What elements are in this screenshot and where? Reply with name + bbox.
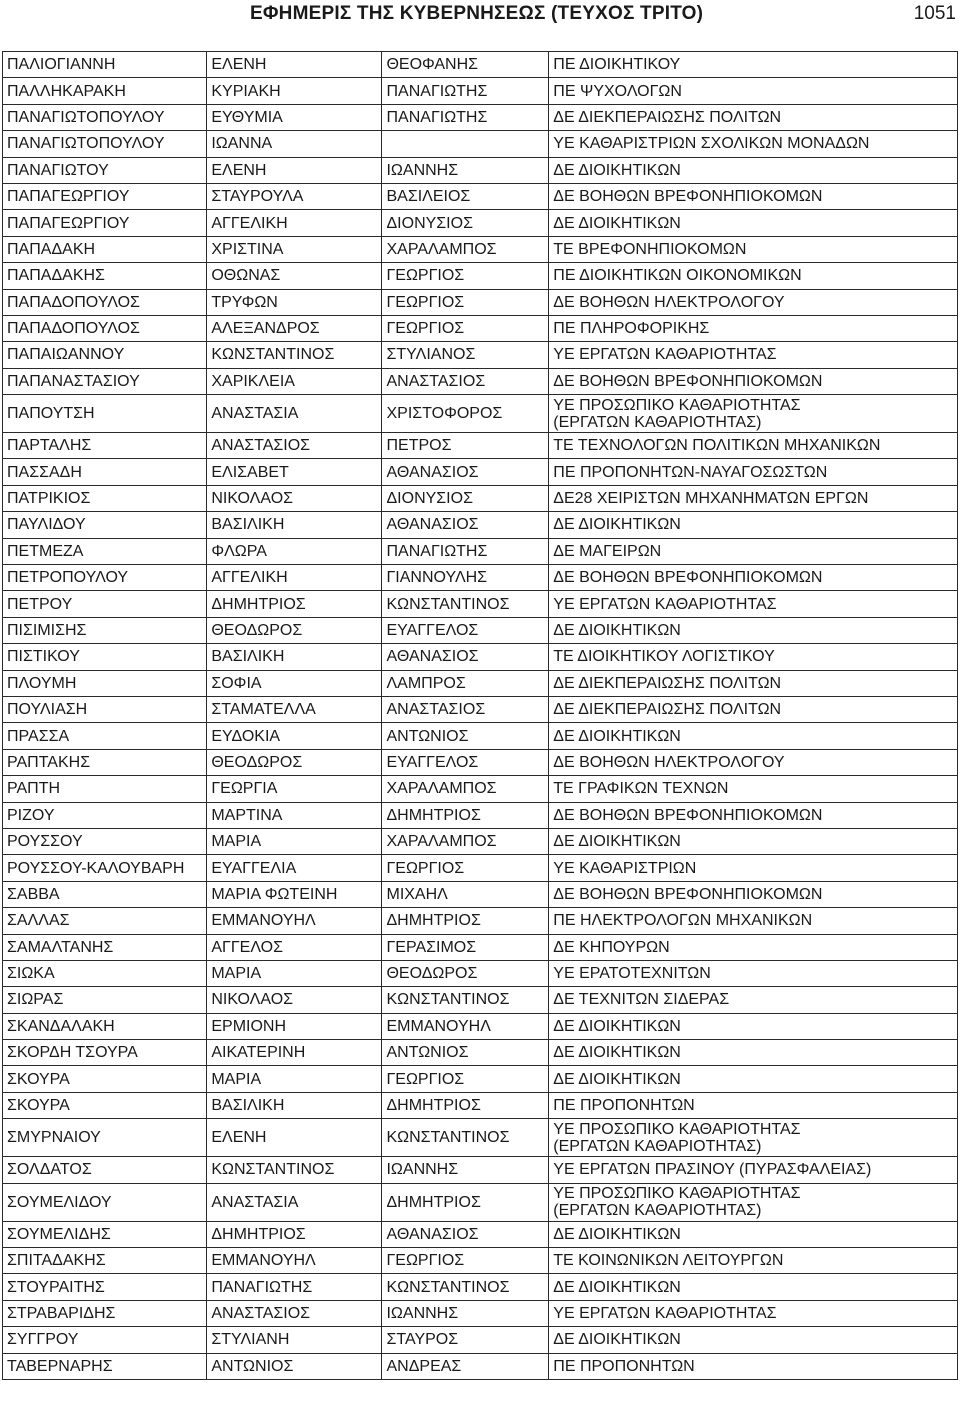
first-name-cell: ΕΛΕΝΗ: [207, 157, 382, 183]
specialty-cell: ΔΕ ΔΙΟΙΚΗΤΙΚΩΝ: [549, 1274, 958, 1300]
specialty-cell: ΥΕ ΕΡΓΑΤΩΝ ΚΑΘΑΡΙΟΤΗΤΑΣ: [549, 591, 958, 617]
father-name-cell: ΚΩΝΣΤΑΝΤΙΝΟΣ: [382, 1274, 549, 1300]
surname-cell: ΠΑΠΑΔΑΚΗ: [3, 236, 207, 262]
father-name-cell: ΛΑΜΠΡΟΣ: [382, 670, 549, 696]
first-name-cell: ΑΝΑΣΤΑΣΙΑ: [207, 1183, 382, 1221]
father-name-cell: ΓΕΩΡΓΙΟΣ: [382, 1066, 549, 1092]
surname-cell: ΠΡΑΣΣΑ: [3, 723, 207, 749]
specialty-cell: ΥΕ ΕΡΓΑΤΩΝ ΚΑΘΑΡΙΟΤΗΤΑΣ: [549, 342, 958, 368]
table-row: [3, 459, 958, 485]
specialty-cell: ΠΕ ΗΛΕΚΤΡΟΛΟΓΩΝ ΜΗΧΑΝΙΚΩΝ: [549, 908, 958, 934]
father-name-cell: ΑΝΤΩΝΙΟΣ: [382, 1040, 549, 1066]
surname-cell: ΣΚΑΝΔΑΛΑΚΗ: [3, 1013, 207, 1039]
table-row: [3, 1092, 958, 1118]
specialty-cell: ΔΕ ΔΙΟΙΚΗΤΙΚΩΝ: [549, 1013, 958, 1039]
surname-cell: ΠΕΤΜΕΖΑ: [3, 538, 207, 564]
surname-cell: ΣΙΩΚΑ: [3, 960, 207, 986]
specialty-cell: ΤΕ ΤΕΧΝΟΛΟΓΩΝ ΠΟΛΙΤΙΚΩΝ ΜΗΧΑΝΙΚΩΝ: [549, 433, 958, 459]
surname-cell: ΣΤΟΥΡΑΙΤΗΣ: [3, 1274, 207, 1300]
father-name-cell: ΧΑΡΑΛΑΜΠΟΣ: [382, 828, 549, 854]
father-name-cell: ΘΕΟΔΩΡΟΣ: [382, 960, 549, 986]
page-number: 1051: [913, 3, 956, 24]
table-row: [3, 723, 958, 749]
surname-cell: ΣΤΡΑΒΑΡΙΔΗΣ: [3, 1300, 207, 1326]
father-name-cell: ΑΘΑΝΑΣΙΟΣ: [382, 512, 549, 538]
surname-cell: ΡΟΥΣΣΟΥ: [3, 828, 207, 854]
first-name-cell: ΚΥΡΙΑΚΗ: [207, 78, 382, 104]
specialty-cell: ΔΕ ΔΙΟΙΚΗΤΙΚΩΝ: [549, 1066, 958, 1092]
first-name-cell: ΙΩΑΝΝΑ: [207, 131, 382, 157]
first-name-cell: ΓΕΩΡΓΙΑ: [207, 776, 382, 802]
father-name-cell: ΕΥΑΓΓΕΛΟΣ: [382, 749, 549, 775]
first-name-cell: ΑΝΑΣΤΑΣΙΑ: [207, 395, 382, 433]
surname-cell: ΠΕΤΡΟΥ: [3, 591, 207, 617]
surname-cell: ΡΑΠΤΑΚΗΣ: [3, 749, 207, 775]
father-name-cell: ΔΗΜΗΤΡΙΟΣ: [382, 802, 549, 828]
specialty-cell: ΤΕ ΔΙΟΙΚΗΤΙΚΟΥ ΛΟΓΙΣΤΙΚΟΥ: [549, 644, 958, 670]
surname-cell: ΣΑΜΑΛΤΑΝΗΣ: [3, 934, 207, 960]
surname-cell: ΠΑΛΛΗΚΑΡΑΚΗ: [3, 78, 207, 104]
table-row: [3, 131, 958, 157]
first-name-cell: ΠΑΝΑΓΙΩΤΗΣ: [207, 1274, 382, 1300]
specialty-cell: ΔΕ ΔΙΟΙΚΗΤΙΚΩΝ: [549, 1327, 958, 1353]
father-name-cell: ΑΝΤΩΝΙΟΣ: [382, 723, 549, 749]
table-row: [3, 1157, 958, 1183]
father-name-cell: ΠΕΤΡΟΣ: [382, 433, 549, 459]
first-name-cell: ΔΗΜΗΤΡΙΟΣ: [207, 1221, 382, 1247]
first-name-cell: ΣΤΥΛΙΑΝΗ: [207, 1327, 382, 1353]
specialty-cell: ΠΕ ΔΙΟΙΚΗΤΙΚΩΝ ΟΙΚΟΝΟΜΙΚΩΝ: [549, 263, 958, 289]
surname-cell: ΠΛΟΥΜΗ: [3, 670, 207, 696]
specialty-cell: ΥΕ ΕΡΓΑΤΩΝ ΠΡΑΣΙΝΟΥ (ΠΥΡΑΣΦΑΛΕΙΑΣ): [549, 1157, 958, 1183]
father-name-cell: ΠΑΝΑΓΙΩΤΗΣ: [382, 78, 549, 104]
first-name-cell: ΚΩΝΣΤΑΝΤΙΝΟΣ: [207, 1157, 382, 1183]
father-name-cell: ΑΝΔΡΕΑΣ: [382, 1353, 549, 1379]
cell-line: ΥΕ ΠΡΟΣΩΠΙΚΟ ΚΑΘΑΡΙΟΤΗΤΑΣ: [553, 1120, 801, 1138]
surname-cell: ΠΑΠΑΓΕΩΡΓΙΟΥ: [3, 183, 207, 209]
first-name-cell: ΕΥΑΓΓΕΛΙΑ: [207, 855, 382, 881]
table-row: [3, 512, 958, 538]
father-name-cell: ΓΕΩΡΓΙΟΣ: [382, 263, 549, 289]
cell-line: (ΕΡΓΑΤΩΝ ΚΑΘΑΡΙΟΤΗΤΑΣ): [553, 413, 762, 431]
page-header: [0, 0, 960, 30]
father-name-cell: [382, 131, 549, 157]
specialty-cell: ΥΕ ΕΡΑΤΟΤΕΧΝΙΤΩΝ: [549, 960, 958, 986]
father-name-cell: ΕΥΑΓΓΕΛΟΣ: [382, 617, 549, 643]
first-name-cell: ΜΑΡΙΑ: [207, 1066, 382, 1092]
father-name-cell: ΔΙΟΝΥΣΙΟΣ: [382, 210, 549, 236]
first-name-cell: ΑΓΓΕΛΟΣ: [207, 934, 382, 960]
specialty-cell: ΔΕ ΔΙΟΙΚΗΤΙΚΩΝ: [549, 828, 958, 854]
father-name-cell: ΓΕΩΡΓΙΟΣ: [382, 1248, 549, 1274]
surname-cell: ΠΑΠΑΝΑΣΤΑΣΙΟΥ: [3, 368, 207, 394]
cell-line: (ΕΡΓΑΤΩΝ ΚΑΘΑΡΙΟΤΗΤΑΣ): [553, 1137, 762, 1155]
surname-cell: ΠΑΠΑΙΩΑΝΝΟΥ: [3, 342, 207, 368]
specialty-cell: ΔΕ ΒΟΗΘΩΝ ΗΛΕΚΤΡΟΛΟΓΟΥ: [549, 289, 958, 315]
specialty-cell: ΠΕ ΠΛΗΡΟΦΟΡΙΚΗΣ: [549, 315, 958, 341]
surname-cell: ΣΟΥΜΕΛΙΔΟΥ: [3, 1183, 207, 1221]
father-name-cell: ΠΑΝΑΓΙΩΤΗΣ: [382, 538, 549, 564]
father-name-cell: ΧΑΡΑΛΑΜΠΟΣ: [382, 776, 549, 802]
table-row: [3, 565, 958, 591]
table-row: [3, 644, 958, 670]
surname-cell: ΠΑΝΑΓΙΩΤΟΠΟΥΛΟΥ: [3, 104, 207, 130]
surname-cell: ΣΚΟΥΡΑ: [3, 1066, 207, 1092]
specialty-cell: ΠΕ ΠΡΟΠΟΝΗΤΩΝ-ΝΑΥΑΓΟΣΩΣΤΩΝ: [549, 459, 958, 485]
specialty-cell: ΔΕ ΔΙΟΙΚΗΤΙΚΩΝ: [549, 512, 958, 538]
first-name-cell: ΝΙΚΟΛΑΟΣ: [207, 485, 382, 511]
specialty-cell: [549, 1119, 958, 1157]
table-row: [3, 670, 958, 696]
first-name-cell: ΑΛΕΞΑΝΔΡΟΣ: [207, 315, 382, 341]
father-name-cell: ΜΙΧΑΗΛ: [382, 881, 549, 907]
specialty-cell: ΠΕ ΠΡΟΠΟΝΗΤΩΝ: [549, 1092, 958, 1118]
surname-cell: ΠΑΠΑΔΟΠΟΥΛΟΣ: [3, 315, 207, 341]
surname-cell: ΠΑΣΣΑΔΗ: [3, 459, 207, 485]
first-name-cell: ΧΡΙΣΤΙΝΑ: [207, 236, 382, 262]
surname-cell: ΤΑΒΕΡΝΑΡΗΣ: [3, 1353, 207, 1379]
first-name-cell: ΜΑΡΤΙΝΑ: [207, 802, 382, 828]
surname-cell: ΠΑΠΑΓΕΩΡΓΙΟΥ: [3, 210, 207, 236]
father-name-cell: ΓΕΩΡΓΙΟΣ: [382, 315, 549, 341]
first-name-cell: ΘΕΟΔΩΡΟΣ: [207, 749, 382, 775]
surname-cell: ΣΙΩΡΑΣ: [3, 987, 207, 1013]
father-name-cell: ΔΗΜΗΤΡΙΟΣ: [382, 908, 549, 934]
specialty-cell: ΤΕ ΓΡΑΦΙΚΩΝ ΤΕΧΝΩΝ: [549, 776, 958, 802]
specialty-cell: ΔΕ ΔΙΕΚΠΕΡΑΙΩΣΗΣ ΠΟΛΙΤΩΝ: [549, 104, 958, 130]
father-name-cell: ΠΑΝΑΓΙΩΤΗΣ: [382, 104, 549, 130]
first-name-cell: ΕΥΘΥΜΙΑ: [207, 104, 382, 130]
table-row: [3, 1327, 958, 1353]
father-name-cell: ΑΘΑΝΑΣΙΟΣ: [382, 644, 549, 670]
table-row: [3, 538, 958, 564]
specialty-cell: ΠΕ ΠΡΟΠΟΝΗΤΩΝ: [549, 1353, 958, 1379]
father-name-cell: ΙΩΑΝΝΗΣ: [382, 1300, 549, 1326]
first-name-cell: ΤΡΥΦΩΝ: [207, 289, 382, 315]
surname-cell: ΠΑΝΑΓΙΩΤΟΠΟΥΛΟΥ: [3, 131, 207, 157]
table-row: [3, 1040, 958, 1066]
surname-cell: ΠΙΣΙΜΙΣΗΣ: [3, 617, 207, 643]
table-row: [3, 749, 958, 775]
table-row: [3, 210, 958, 236]
specialty-cell: ΠΕ ΔΙΟΙΚΗΤΙΚΟΥ: [549, 52, 958, 78]
father-name-cell: ΙΩΑΝΝΗΣ: [382, 157, 549, 183]
specialty-cell: ΔΕ ΔΙΟΙΚΗΤΙΚΩΝ: [549, 1040, 958, 1066]
table-row: [3, 1248, 958, 1274]
gazette-title: ΕΦΗΜΕΡΙΣ ΤΗΣ ΚΥΒΕΡΝΗΣΕΩΣ (ΤΕΥΧΟΣ ΤΡΙΤΟ): [250, 3, 704, 24]
table-row: [3, 908, 958, 934]
table-row: [3, 342, 958, 368]
surname-cell: ΣΚΟΡΔΗ ΤΣΟΥΡΑ: [3, 1040, 207, 1066]
table-row: [3, 696, 958, 722]
father-name-cell: ΒΑΣΙΛΕΙΟΣ: [382, 183, 549, 209]
first-name-cell: ΑΝΤΩΝΙΟΣ: [207, 1353, 382, 1379]
first-name-cell: ΔΗΜΗΤΡΙΟΣ: [207, 591, 382, 617]
specialty-cell: [549, 1183, 958, 1221]
table-row: [3, 263, 958, 289]
table-row: [3, 1119, 958, 1157]
specialty-cell: ΔΕ ΔΙΟΙΚΗΤΙΚΩΝ: [549, 210, 958, 236]
first-name-cell: ΒΑΣΙΛΙΚΗ: [207, 644, 382, 670]
table-row: [3, 78, 958, 104]
surname-cell: ΣΜΥΡΝΑΙΟΥ: [3, 1119, 207, 1157]
specialty-cell: ΔΕ ΒΟΗΘΩΝ ΒΡΕΦΟΝΗΠΙΟΚΟΜΩΝ: [549, 183, 958, 209]
surname-cell: ΣΑΒΒΑ: [3, 881, 207, 907]
first-name-cell: ΕΜΜΑΝΟΥΗΛ: [207, 908, 382, 934]
specialty-cell: ΔΕ ΒΟΗΘΩΝ ΗΛΕΚΤΡΟΛΟΓΟΥ: [549, 749, 958, 775]
surname-cell: ΡΟΥΣΣΟΥ-ΚΑΛΟΥΒΑΡΗ: [3, 855, 207, 881]
father-name-cell: ΔΗΜΗΤΡΙΟΣ: [382, 1183, 549, 1221]
father-name-cell: ΑΝΑΣΤΑΣΙΟΣ: [382, 368, 549, 394]
table-row: [3, 183, 958, 209]
father-name-cell: ΚΩΝΣΤΑΝΤΙΝΟΣ: [382, 591, 549, 617]
father-name-cell: ΘΕΟΦΑΝΗΣ: [382, 52, 549, 78]
surname-cell: ΡΑΠΤΗ: [3, 776, 207, 802]
surname-cell: ΠΑΥΛΙΔΟΥ: [3, 512, 207, 538]
specialty-cell: ΔΕ ΔΙΕΚΠΕΡΑΙΩΣΗΣ ΠΟΛΙΤΩΝ: [549, 696, 958, 722]
father-name-cell: ΚΩΝΣΤΑΝΤΙΝΟΣ: [382, 1119, 549, 1157]
first-name-cell: ΑΝΑΣΤΑΣΙΟΣ: [207, 1300, 382, 1326]
specialty-cell: ΔΕ ΤΕΧΝΙΤΩΝ ΣΙΔΕΡΑΣ: [549, 987, 958, 1013]
first-name-cell: ΕΡΜΙΟΝΗ: [207, 1013, 382, 1039]
personnel-table: [2, 51, 958, 1380]
first-name-cell: ΟΘΩΝΑΣ: [207, 263, 382, 289]
first-name-cell: ΜΑΡΙΑ: [207, 960, 382, 986]
father-name-cell: ΚΩΝΣΤΑΝΤΙΝΟΣ: [382, 987, 549, 1013]
table-row: [3, 52, 958, 78]
father-name-cell: ΑΘΑΝΑΣΙΟΣ: [382, 459, 549, 485]
table-row: [3, 1013, 958, 1039]
first-name-cell: ΣΟΦΙΑ: [207, 670, 382, 696]
table-row: [3, 485, 958, 511]
surname-cell: ΠΑΤΡΙΚΙΟΣ: [3, 485, 207, 511]
table-row: [3, 1274, 958, 1300]
table-row: [3, 433, 958, 459]
personnel-table-body: [3, 52, 958, 1380]
first-name-cell: ΝΙΚΟΛΑΟΣ: [207, 987, 382, 1013]
specialty-cell: ΥΕ ΕΡΓΑΤΩΝ ΚΑΘΑΡΙΟΤΗΤΑΣ: [549, 1300, 958, 1326]
father-name-cell: ΓΕΩΡΓΙΟΣ: [382, 289, 549, 315]
father-name-cell: ΑΘΑΝΑΣΙΟΣ: [382, 1221, 549, 1247]
cell-line: ΥΕ ΠΡΟΣΩΠΙΚΟ ΚΑΘΑΡΙΟΤΗΤΑΣ: [553, 396, 801, 414]
first-name-cell: ΜΑΡΙΑ: [207, 828, 382, 854]
first-name-cell: ΣΤΑΜΑΤΕΛΛΑ: [207, 696, 382, 722]
surname-cell: ΠΑΠΟΥΤΣΗ: [3, 395, 207, 433]
table-row: [3, 1183, 958, 1221]
first-name-cell: ΑΙΚΑΤΕΡΙΝΗ: [207, 1040, 382, 1066]
first-name-cell: ΧΑΡΙΚΛΕΙΑ: [207, 368, 382, 394]
specialty-cell: ΥΕ ΚΑΘΑΡΙΣΤΡΙΩΝ: [549, 855, 958, 881]
specialty-cell: ΔΕ ΔΙΕΚΠΕΡΑΙΩΣΗΣ ΠΟΛΙΤΩΝ: [549, 670, 958, 696]
table-row: [3, 802, 958, 828]
table-row: [3, 1066, 958, 1092]
surname-cell: ΡΙΖΟΥ: [3, 802, 207, 828]
table-row: [3, 776, 958, 802]
father-name-cell: ΧΡΙΣΤΟΦΟΡΟΣ: [382, 395, 549, 433]
specialty-cell: ΔΕ ΒΟΗΘΩΝ ΒΡΕΦΟΝΗΠΙΟΚΟΜΩΝ: [549, 565, 958, 591]
first-name-cell: ΕΛΕΝΗ: [207, 1119, 382, 1157]
table-row: [3, 289, 958, 315]
specialty-cell: ΥΕ ΚΑΘΑΡΙΣΤΡΙΩΝ ΣΧΟΛΙΚΩΝ ΜΟΝΑΔΩΝ: [549, 131, 958, 157]
first-name-cell: ΘΕΟΔΩΡΟΣ: [207, 617, 382, 643]
first-name-cell: ΑΝΑΣΤΑΣΙΟΣ: [207, 433, 382, 459]
specialty-cell: ΔΕ ΔΙΟΙΚΗΤΙΚΩΝ: [549, 617, 958, 643]
specialty-cell: ΠΕ ΨΥΧΟΛΟΓΩΝ: [549, 78, 958, 104]
table-row: [3, 855, 958, 881]
father-name-cell: ΓΙΑΝΝΟΥΛΗΣ: [382, 565, 549, 591]
specialty-cell: ΔΕ28 ΧΕΙΡΙΣΤΩΝ ΜΗΧΑΝΗΜΑΤΩΝ ΕΡΓΩΝ: [549, 485, 958, 511]
first-name-cell: ΜΑΡΙΑ ΦΩΤΕΙΝΗ: [207, 881, 382, 907]
father-name-cell: ΧΑΡΑΛΑΜΠΟΣ: [382, 236, 549, 262]
surname-cell: ΠΙΣΤΙΚΟΥ: [3, 644, 207, 670]
specialty-cell: ΔΕ ΔΙΟΙΚΗΤΙΚΩΝ: [549, 723, 958, 749]
father-name-cell: ΑΝΑΣΤΑΣΙΟΣ: [382, 696, 549, 722]
first-name-cell: ΣΤΑΥΡΟΥΛΑ: [207, 183, 382, 209]
specialty-cell: ΔΕ ΚΗΠΟΥΡΩΝ: [549, 934, 958, 960]
surname-cell: ΠΑΛΙΟΓΙΑΝΝΗ: [3, 52, 207, 78]
table-row: [3, 157, 958, 183]
surname-cell: ΠΑΠΑΔΑΚΗΣ: [3, 263, 207, 289]
table-row: [3, 395, 958, 433]
surname-cell: ΣΥΓΓΡΟΥ: [3, 1327, 207, 1353]
surname-cell: ΣΠΙΤΑΔΑΚΗΣ: [3, 1248, 207, 1274]
first-name-cell: ΕΜΜΑΝΟΥΗΛ: [207, 1248, 382, 1274]
cell-line: ΥΕ ΠΡΟΣΩΠΙΚΟ ΚΑΘΑΡΙΟΤΗΤΑΣ: [553, 1185, 801, 1203]
specialty-cell: ΔΕ ΔΙΟΙΚΗΤΙΚΩΝ: [549, 1221, 958, 1247]
father-name-cell: ΔΙΟΝΥΣΙΟΣ: [382, 485, 549, 511]
surname-cell: ΠΟΥΛΙΑΣΗ: [3, 696, 207, 722]
table-row: [3, 987, 958, 1013]
first-name-cell: ΑΓΓΕΛΙΚΗ: [207, 210, 382, 236]
surname-cell: ΣΑΛΛΑΣ: [3, 908, 207, 934]
first-name-cell: ΒΑΣΙΛΙΚΗ: [207, 512, 382, 538]
table-row: [3, 934, 958, 960]
table-row: [3, 960, 958, 986]
specialty-cell: ΔΕ ΜΑΓΕΙΡΩΝ: [549, 538, 958, 564]
specialty-cell: ΤΕ ΚΟΙΝΩΝΙΚΩΝ ΛΕΙΤΟΥΡΓΩΝ: [549, 1248, 958, 1274]
first-name-cell: ΦΛΩΡΑ: [207, 538, 382, 564]
specialty-cell: ΔΕ ΔΙΟΙΚΗΤΙΚΩΝ: [549, 157, 958, 183]
specialty-cell: ΔΕ ΒΟΗΘΩΝ ΒΡΕΦΟΝΗΠΙΟΚΟΜΩΝ: [549, 881, 958, 907]
first-name-cell: ΕΥΔΟΚΙΑ: [207, 723, 382, 749]
surname-cell: ΣΟΛΔΑΤΟΣ: [3, 1157, 207, 1183]
table-row: [3, 828, 958, 854]
father-name-cell: ΓΕΩΡΓΙΟΣ: [382, 855, 549, 881]
father-name-cell: ΣΤΑΥΡΟΣ: [382, 1327, 549, 1353]
first-name-cell: ΕΛΙΣΑΒΕΤ: [207, 459, 382, 485]
father-name-cell: ΕΜΜΑΝΟΥΗΛ: [382, 1013, 549, 1039]
father-name-cell: ΙΩΑΝΝΗΣ: [382, 1157, 549, 1183]
table-row: [3, 1221, 958, 1247]
table-row: [3, 236, 958, 262]
cell-line: (ΕΡΓΑΤΩΝ ΚΑΘΑΡΙΟΤΗΤΑΣ): [553, 1202, 762, 1220]
surname-cell: ΠΕΤΡΟΠΟΥΛΟΥ: [3, 565, 207, 591]
specialty-cell: ΔΕ ΒΟΗΘΩΝ ΒΡΕΦΟΝΗΠΙΟΚΟΜΩΝ: [549, 802, 958, 828]
first-name-cell: ΕΛΕΝΗ: [207, 52, 382, 78]
father-name-cell: ΔΗΜΗΤΡΙΟΣ: [382, 1092, 549, 1118]
father-name-cell: ΣΤΥΛΙΑΝΟΣ: [382, 342, 549, 368]
table-row: [3, 1300, 958, 1326]
table-row: [3, 104, 958, 130]
specialty-cell: [549, 395, 958, 433]
table-row: [3, 881, 958, 907]
first-name-cell: ΑΓΓΕΛΙΚΗ: [207, 565, 382, 591]
table-row: [3, 617, 958, 643]
first-name-cell: ΚΩΝΣΤΑΝΤΙΝΟΣ: [207, 342, 382, 368]
surname-cell: ΠΑΝΑΓΙΩΤΟΥ: [3, 157, 207, 183]
first-name-cell: ΒΑΣΙΛΙΚΗ: [207, 1092, 382, 1118]
table-row: [3, 591, 958, 617]
table-row: [3, 368, 958, 394]
surname-cell: ΣΟΥΜΕΛΙΔΗΣ: [3, 1221, 207, 1247]
surname-cell: ΠΑΠΑΔΟΠΟΥΛΟΣ: [3, 289, 207, 315]
table-row: [3, 1353, 958, 1379]
table-row: [3, 315, 958, 341]
specialty-cell: ΤΕ ΒΡΕΦΟΝΗΠΙΟΚΟΜΩΝ: [549, 236, 958, 262]
surname-cell: ΣΚΟΥΡΑ: [3, 1092, 207, 1118]
father-name-cell: ΓΕΡΑΣΙΜΟΣ: [382, 934, 549, 960]
specialty-cell: ΔΕ ΒΟΗΘΩΝ ΒΡΕΦΟΝΗΠΙΟΚΟΜΩΝ: [549, 368, 958, 394]
surname-cell: ΠΑΡΤΑΛΗΣ: [3, 433, 207, 459]
